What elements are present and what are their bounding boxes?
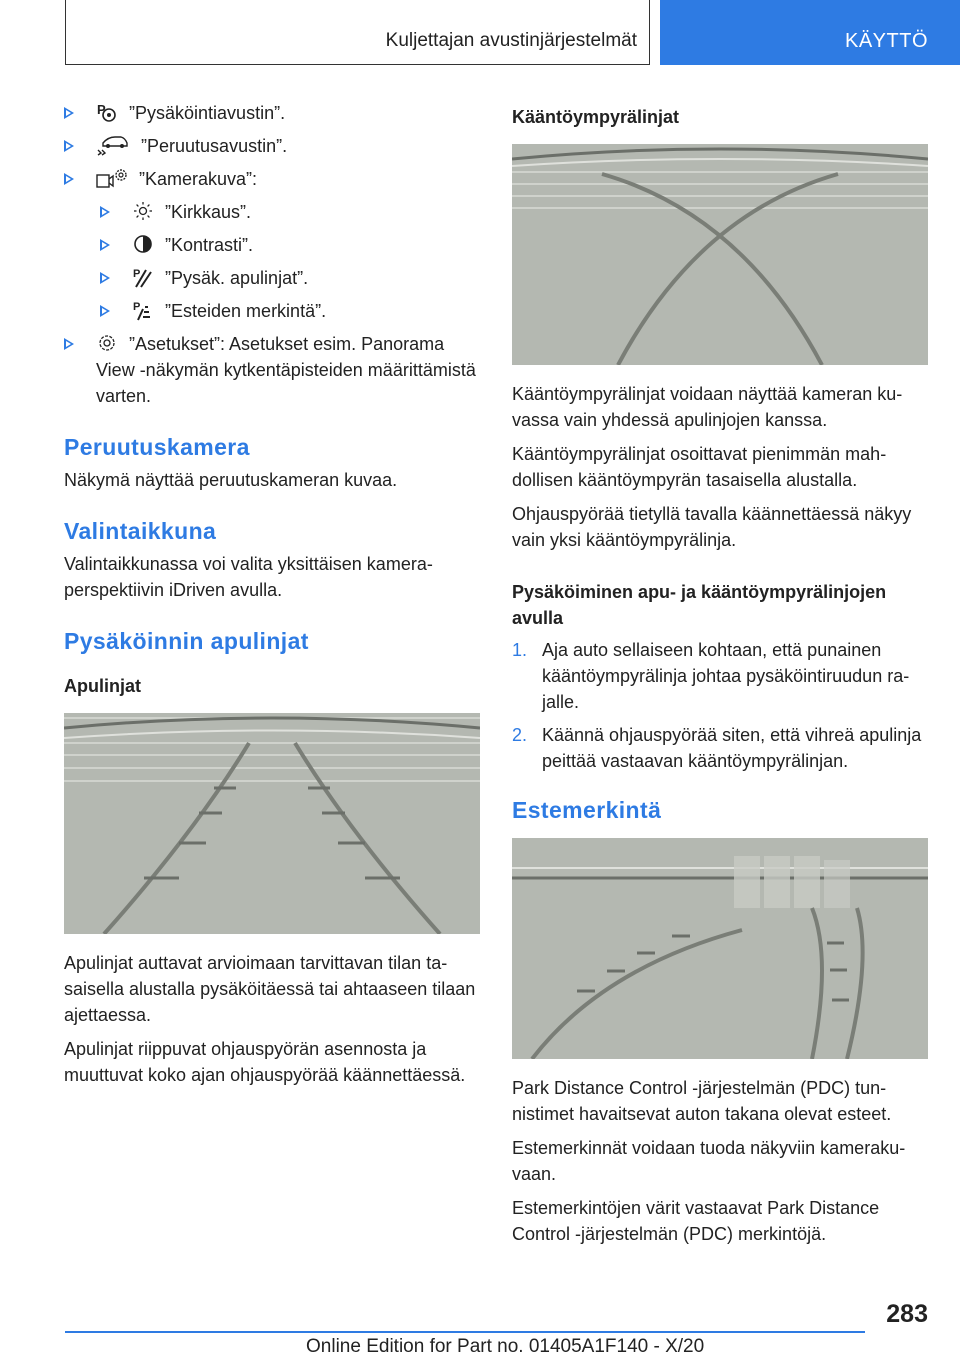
subheading-parking-with-lines: Pysäköiminen apu- ja kääntöympyrälinjojen avulla xyxy=(512,582,887,628)
list-item-text: ”Kirkkaus”. xyxy=(165,202,252,222)
list-item-text: ”Asetukset”: Asetukset esim. Panorama View -näkymän kytkentäpisteiden määrittämistä varten. xyxy=(96,334,476,406)
right-column xyxy=(512,100,930,1255)
chapter-title: Kuljettajan avustinjärjestelmät xyxy=(385,30,637,51)
paragraph: Apulinjat auttavat arvioimaan tarvittavan tilan tasaisella alustalla pysäköitäessä tai ahtaaseen tilaan ajettaessa. xyxy=(64,953,476,1025)
obstacle-marking-icon xyxy=(132,299,154,321)
list-item-parking-lines xyxy=(64,265,482,291)
brightness-icon xyxy=(132,200,154,222)
chapter-header xyxy=(65,0,650,65)
bullet-triangle-icon xyxy=(64,107,74,119)
bullet-triangle-icon xyxy=(64,140,74,152)
paragraph: Kääntöympyrälinjat osoittavat pienimmän mahdollisen kääntöympyrän tasaisella alustalla. xyxy=(512,444,887,490)
parking-lines-icon xyxy=(132,266,154,288)
bullet-triangle-icon xyxy=(100,305,110,317)
step-2 xyxy=(512,722,930,774)
section-tab xyxy=(660,0,960,65)
obstacle-marking-illustration xyxy=(512,838,928,1059)
bullet-triangle-icon xyxy=(100,206,110,218)
subheading-guidelines: Apulinjat xyxy=(64,676,141,696)
heading-reversing-camera: Peruutuskamera xyxy=(64,434,250,460)
bullet-triangle-icon xyxy=(100,239,110,251)
heading-obstacle-marking: Estemerkintä xyxy=(512,797,662,823)
paragraph: Näkymä näyttää peruutuskameran kuvaa. xyxy=(64,470,398,490)
list-item-reversing-assistant xyxy=(64,133,482,159)
list-item-text: ”Pysäköintiavustin”. xyxy=(129,103,286,123)
left-column xyxy=(64,100,482,1096)
heading-parking-guidelines: Pysäköinnin apulinjat xyxy=(64,628,309,654)
step-1 xyxy=(512,637,930,715)
list-item-text: ”Kontrasti”. xyxy=(165,235,254,255)
step-number: 2. xyxy=(512,725,528,745)
list-item-obstacle-marking xyxy=(64,298,482,324)
list-item-text: ”Kamerakuva”: xyxy=(139,169,258,189)
list-item-brightness xyxy=(64,199,482,225)
step-text: Käännä ohjauspyörää siten, että vihreä apulinja peittää vastaavan kääntöympyrälinjan. xyxy=(542,725,922,771)
list-item-text: ”Esteiden merkintä”. xyxy=(165,301,327,321)
heading-selection-window: Valintaikkuna xyxy=(64,518,217,544)
subheading-turning-circle: Kääntöympyrälinjat xyxy=(512,107,680,127)
bullet-triangle-icon xyxy=(64,338,74,350)
step-text: Aja auto sellaiseen kohtaan, että punainen kääntöympyrälinja johtaa pysäköintiruudun rajalle. xyxy=(542,640,910,712)
paragraph: Estemerkinnät voidaan tuoda näkyviin kamerakuvaan. xyxy=(512,1138,906,1184)
list-item-text: ”Peruutusavustin”. xyxy=(141,136,288,156)
svg-text:P: P xyxy=(133,301,141,313)
svg-text:P: P xyxy=(97,102,106,117)
bullet-triangle-icon xyxy=(100,272,110,284)
reversing-car-icon xyxy=(96,134,130,156)
paragraph: Estemerkintöjen värit vastaavat Park Distance Control -järjestelmän (PDC) merkintöjä. xyxy=(512,1198,880,1244)
paragraph: Kääntöympyrälinjat voidaan näyttää kameran kuvassa vain yhdessä apulinjojen kanssa. xyxy=(512,384,903,430)
page-number: 283 xyxy=(886,1300,928,1328)
list-item-text: ”Pysäk. apulinjat”. xyxy=(165,268,309,288)
paragraph: Valintaikkunassa voi valita yksittäisen kameraperspektiivin iDriven avulla. xyxy=(64,554,433,600)
contrast-icon xyxy=(132,233,154,255)
list-item-contrast xyxy=(64,232,482,258)
list-item-camera-view xyxy=(64,166,482,192)
paragraph: Ohjauspyörää tietyllä tavalla käännettäessä näkyy vain yksi kääntöympyrälinja. xyxy=(512,504,912,550)
list-item-parking-assistant xyxy=(64,100,482,126)
turning-circle-illustration xyxy=(512,144,928,365)
step-number: 1. xyxy=(512,640,528,660)
parking-guidelines-illustration xyxy=(64,713,480,934)
camera-settings-icon xyxy=(96,167,128,189)
paragraph: Park Distance Control -järjestelmän (PDC) tunnistimet havaitsevat auton takana olevat esteet. xyxy=(512,1078,892,1124)
footer-edition xyxy=(306,1336,704,1358)
list-item-settings xyxy=(64,331,482,409)
bullet-triangle-icon xyxy=(64,173,74,185)
svg-text:P: P xyxy=(133,268,141,280)
paragraph: Apulinjat riippuvat ohjauspyörän asennosta ja muuttuvat koko ajan ohjauspyörää käännettäessä. xyxy=(64,1039,466,1085)
footer-edition-text: Online Edition for Part no. 01405A1F140 - X/20 xyxy=(306,1336,705,1357)
section-tab-label: KÄYTTÖ xyxy=(844,30,928,52)
footer-divider xyxy=(65,1331,865,1333)
gear-icon xyxy=(96,332,118,354)
parking-assistant-icon xyxy=(96,101,118,123)
